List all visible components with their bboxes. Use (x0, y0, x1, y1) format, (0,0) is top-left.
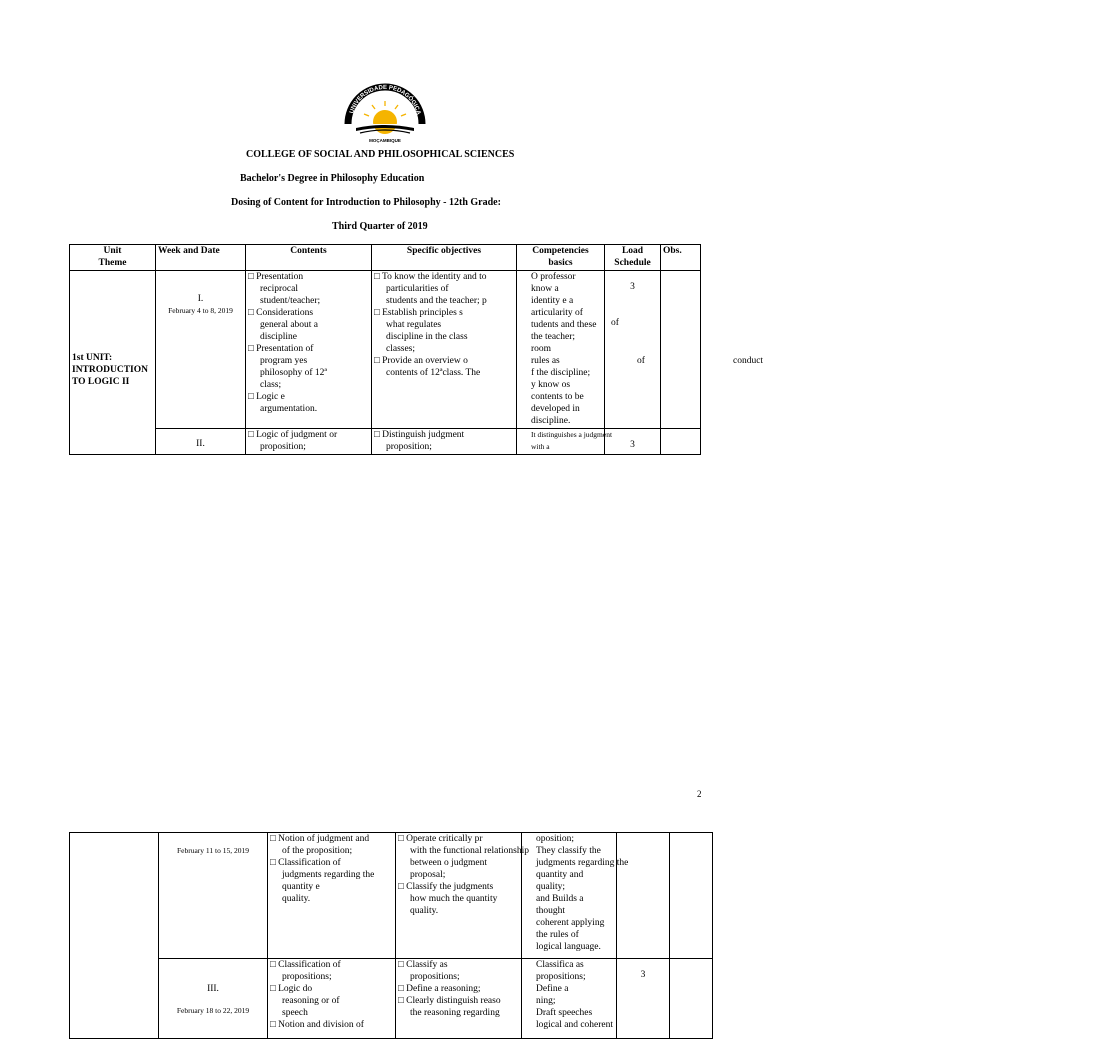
cell-line: discipline in the class (386, 332, 468, 342)
cell-line: room (531, 344, 552, 354)
cell-line: quality; (536, 882, 566, 892)
unit-theme: 1st UNIT: INTRODUCTION TO LOGIC II (70, 271, 156, 455)
cell-line: oposition; (536, 834, 575, 844)
cell-line: proposition; (386, 442, 432, 452)
load-cell (617, 833, 670, 959)
competencies-cell (522, 959, 617, 1039)
cell-line: propositions; (536, 972, 586, 982)
cell-line: know a (531, 284, 559, 294)
cell-line: □ Notion of judgment and (270, 834, 370, 844)
university-logo (340, 82, 430, 144)
table-row (70, 271, 701, 429)
col-header-load: Load Schedule (605, 245, 661, 271)
objectives-cell (396, 959, 522, 1039)
cell-line: the rules of (536, 930, 579, 940)
cell-line: general about a (260, 320, 319, 330)
stray-text-conduct: conduct (733, 356, 764, 366)
week-date: February 4 to 8, 2019 (168, 306, 233, 315)
cell-line: contents to be (531, 392, 584, 402)
cell-line: □ Operate critically pr (398, 834, 483, 844)
cell-line: □ To know the identity and to (374, 272, 487, 282)
unit-theme-cell (70, 833, 159, 1039)
competencies-cell (517, 271, 605, 429)
degree-title: Bachelor's Degree in Philosophy Education (240, 173, 425, 184)
cell-line: contents of 12ªclass. The (386, 368, 481, 378)
cell-line: reciprocal (260, 284, 298, 294)
cell-line: ning; (536, 996, 556, 1006)
obs-cell (670, 959, 713, 1039)
dosing-table-page2 (69, 832, 713, 1039)
cell-line: particularities of (386, 284, 449, 294)
cell-line: with a (531, 442, 550, 451)
cell-line: classes; (386, 344, 416, 354)
cell-line: what regulates (386, 320, 442, 330)
cell-line: logical language. (536, 942, 601, 952)
cell-line: developed in (531, 404, 580, 414)
contents-cell (246, 429, 372, 455)
contents-cell (246, 271, 372, 429)
week-number: I. (197, 294, 204, 304)
obs-cell (670, 833, 713, 959)
table-header-row (70, 245, 701, 271)
cell-line: quantity and (536, 870, 584, 880)
cell-line: □ Considerations (248, 308, 314, 318)
table-row (70, 429, 701, 455)
cell-line: Define a (536, 984, 569, 994)
competencies-cell (517, 429, 613, 455)
cell-line: quantity e (282, 882, 320, 892)
objectives-cell (396, 833, 529, 959)
page-number: 2 (697, 789, 702, 799)
contents-cell (268, 959, 396, 1039)
cell-line: the reasoning regarding (410, 1008, 500, 1018)
week-date: February 18 to 22, 2019 (176, 1006, 250, 1015)
cell-line: □ Logic of judgment or (248, 430, 338, 440)
cell-line: □ Classify as (398, 960, 448, 970)
week-date: February 11 to 15, 2019 (159, 833, 268, 959)
cell-line: quality. (410, 906, 439, 916)
week-cell (159, 959, 268, 1039)
svg-text:UNIVERSIDADE PEDAGÓGICA: UNIVERSIDADE PEDAGÓGICA (349, 84, 422, 116)
cell-line: □ Logic e (248, 392, 285, 402)
cell-line: □ Presentation of (248, 344, 314, 354)
cell-line: discipline (260, 332, 297, 342)
svg-text:MOÇAMBIQUE: MOÇAMBIQUE (369, 138, 401, 143)
cell-line: □ Define a reasoning; (398, 984, 481, 994)
cell-line: articularity of (531, 308, 583, 318)
cell-line: logical and coherent (536, 1020, 614, 1030)
week-number: III. (207, 984, 219, 994)
cell-line: identity e a (531, 296, 574, 306)
table-row (70, 959, 713, 1039)
col-header-contents: Contents (246, 245, 372, 271)
cell-line: □ Classification of (270, 960, 341, 970)
cell-line: □ Clearly distinguish reaso (398, 996, 501, 1006)
cell-line: with the functional relationship (410, 846, 529, 856)
cell-line: propositions; (410, 972, 460, 982)
cell-line: It distinguishes a judgment (531, 430, 613, 439)
week-cell (156, 429, 246, 455)
col-header-unit: Unit Theme (70, 245, 156, 271)
cell-line: judgments regarding the (536, 858, 629, 868)
week-cell (156, 271, 246, 429)
cell-line: philosophy of 12ª (260, 368, 328, 378)
objectives-cell (372, 271, 517, 429)
cell-line: O professor (531, 272, 576, 282)
obs-cell (661, 429, 701, 455)
col-header-competencies: Competencies basics (517, 245, 605, 271)
col-header-obs: Obs. (661, 245, 701, 271)
cell-line: □ Provide an overview o (374, 356, 468, 366)
cell-line: student/teacher; (260, 296, 321, 306)
cell-line: f the discipline; (531, 368, 591, 378)
col-header-objectives: Specific objectives (372, 245, 517, 271)
cell-line: of the proposition; (282, 846, 353, 856)
cell-line: y know os (531, 380, 571, 390)
load-value: 3 (640, 970, 646, 980)
cell-line: proposition; (260, 442, 306, 452)
competencies-cell (522, 833, 629, 959)
table-row (70, 833, 713, 959)
cell-line: quality. (282, 894, 311, 904)
contents-cell (268, 833, 396, 959)
cell-line: judgments regarding the (282, 870, 375, 880)
cell-line: program yes (260, 356, 308, 366)
college-title: COLLEGE OF SOCIAL AND PHILOSOPHICAL SCIENCES (246, 149, 515, 160)
load-value: 3 (630, 282, 635, 292)
cell-line: the teacher; (531, 332, 576, 342)
quarter-title: Third Quarter of 2019 (332, 221, 428, 232)
cell-line: □ Distinguish judgment (374, 430, 465, 440)
cell-line: □ Notion and division of (270, 1020, 364, 1030)
cell-line: how much the quantity (410, 894, 498, 904)
cell-line: They classify the (536, 846, 601, 856)
load-value: 3 (630, 440, 635, 450)
cell-line: speech (282, 1008, 308, 1018)
cell-line: students and the teacher; p (386, 296, 487, 306)
cell-line: □ Classification of (270, 858, 341, 868)
cell-line: □ Establish principles s (374, 308, 463, 318)
dosing-title: Dosing of Content for Introduction to Philosophy - 12th Grade: (231, 197, 501, 208)
week-number: II. (196, 439, 205, 449)
col-header-week: Week and Date (156, 245, 246, 271)
cell-line: rules as (531, 356, 560, 366)
cell-line: between o judgment (410, 858, 488, 868)
cell-line: reasoning or of (282, 996, 340, 1006)
cell-line: argumentation. (260, 404, 318, 414)
load-cell (605, 429, 661, 455)
cell-line: class; (260, 380, 282, 390)
cell-line: propositions; (282, 972, 332, 982)
cell-line: thought (536, 906, 566, 916)
dosing-table-page1 (69, 244, 701, 455)
cell-line: discipline. (531, 416, 571, 426)
cell-line: coherent applying (536, 918, 605, 928)
cell-line: and Builds a (536, 894, 584, 904)
cell-line: Classifica as (536, 960, 584, 970)
cell-line: □ Classify the judgments (398, 882, 494, 892)
cell-line: tudents and these (531, 320, 597, 330)
stray-text-of: of (637, 356, 645, 366)
objectives-cell (372, 429, 517, 455)
cell-line: □ Logic do (270, 984, 313, 994)
stray-text-of: of (611, 318, 619, 328)
cell-line: proposal; (410, 870, 446, 880)
cell-line: Draft speeches (536, 1008, 593, 1018)
load-cell (617, 959, 670, 1039)
load-cell (605, 271, 661, 429)
obs-cell (661, 271, 701, 429)
cell-line: □ Presentation (248, 272, 304, 282)
